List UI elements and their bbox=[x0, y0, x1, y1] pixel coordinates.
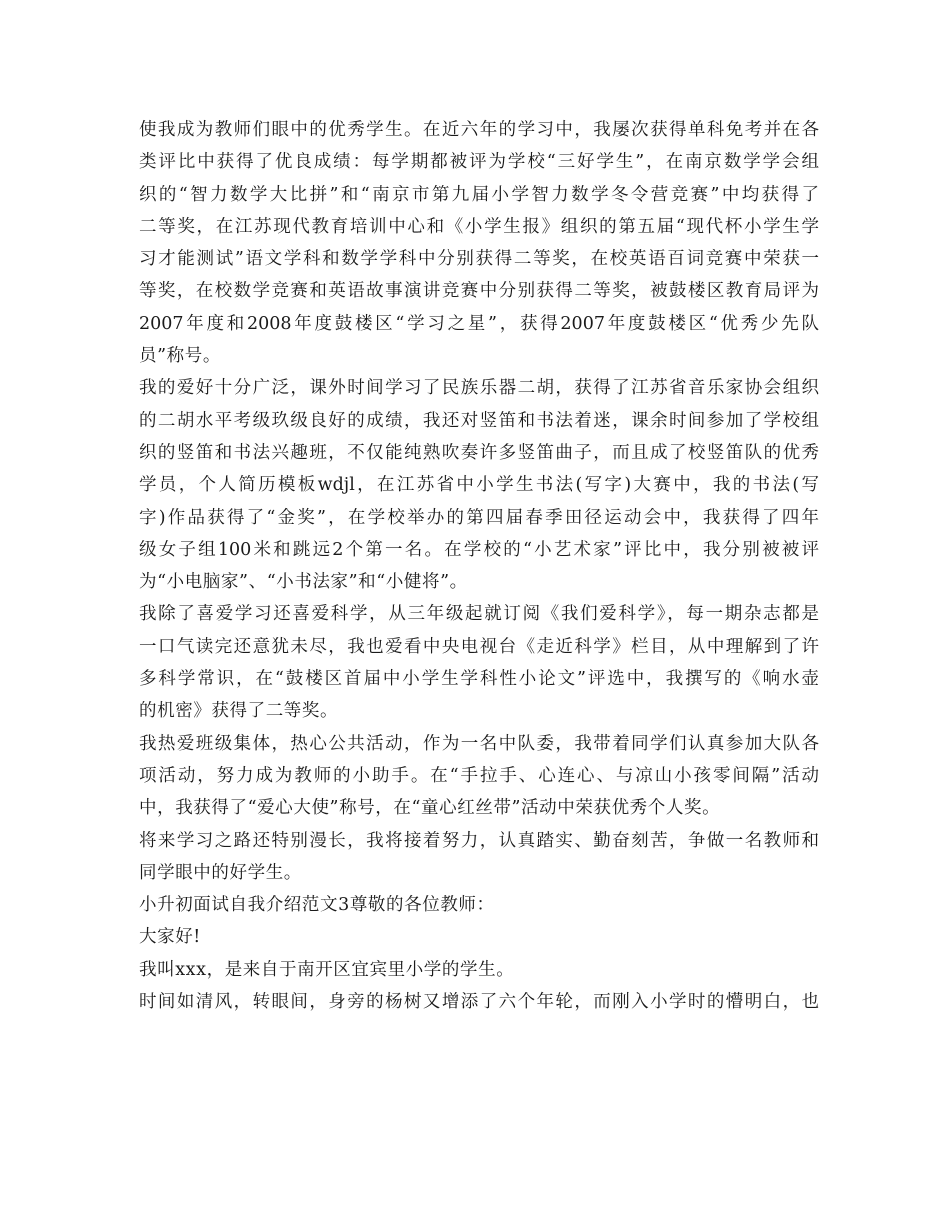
text-line: 一口气读完还意犹未尽，我也爱看中央电视台《走近科学》栏目，从中理解到了许 bbox=[139, 636, 819, 657]
text-line: 2007年度和2008年度鼓楼区“学习之星”，获得2007年度鼓楼区“优秀少先队 bbox=[139, 313, 819, 334]
text-line: 织的“智力数学大比拼”和“南京市第九届小学智力数学冬令营竞赛”中均获得了 bbox=[139, 184, 819, 205]
text-line: 我叫xxx，是来自于南开区宜宾里小学的学生。 bbox=[139, 959, 515, 980]
text-line: 习才能测试”语文学科和数学学科中分别获得二等奖，在校英语百词竞赛中荣获一 bbox=[139, 249, 819, 270]
text-line: 同学眼中的好学生。 bbox=[139, 862, 302, 883]
text-line: 我除了喜爱学习还喜爱科学，从三年级起就订阅《我们爱科学》，每一期杂志都是 bbox=[139, 604, 819, 625]
text-line: 学员，个人简历模板wdjl，在江苏省中小学生书法(写字)大赛中，我的书法(写 bbox=[139, 475, 819, 496]
text-line: 员”称号。 bbox=[139, 346, 221, 367]
text-line: 大家好! bbox=[139, 927, 201, 948]
text-line: 类评比中获得了优良成绩：每学期都被评为学校“三好学生”，在南京数学学会组 bbox=[139, 152, 819, 173]
text-line: 小升初面试自我介绍范文3尊敬的各位教师： bbox=[139, 895, 495, 916]
document-body bbox=[139, 114, 819, 1018]
text-line: 我的爱好十分广泛，课外时间学习了民族乐器二胡，获得了江苏省音乐家协会组织 bbox=[139, 378, 819, 399]
text-line: 字)作品获得了“金奖”，在学校举办的第四届春季田径运动会中，我获得了四年 bbox=[139, 507, 819, 528]
text-line: 使我成为教师们眼中的优秀学生。在近六年的学习中，我屡次获得单科免考并在各 bbox=[139, 120, 819, 140]
text-line: 项活动，努力成为教师的小助手。在“手拉手、心连心、与凉山小孩零间隔”活动 bbox=[139, 765, 819, 786]
text-line: 织的竖笛和书法兴趣班，不仅能纯熟吹奏许多竖笛曲子，而且成了校竖笛队的优秀 bbox=[139, 442, 819, 463]
text-line: 等奖，在校数学竞赛和英语故事演讲竞赛中分别获得二等奖，被鼓楼区教育局评为 bbox=[139, 281, 819, 302]
text-line: 时间如清风，转眼间，身旁的杨树又增添了六个年轮，而刚入小学时的懵明白，也 bbox=[139, 992, 819, 1013]
text-line: 将来学习之路还特别漫长，我将接着努力，认真踏实、勤奋刻苦，争做一名教师和 bbox=[139, 830, 819, 851]
text-line: 中，我获得了“爱心大使”称号，在“童心红丝带”活动中荣获优秀个人奖。 bbox=[139, 798, 721, 819]
text-line: 的二胡水平考级玖级良好的成绩，我还对竖笛和书法着迷，课余时间参加了学校组 bbox=[139, 410, 819, 431]
text-line: 为“小电脑家”、“小书法家”和“小健将”。 bbox=[139, 572, 468, 593]
text-line: 级女子组100米和跳远2个第一名。在学校的“小艺术家”评比中，我分别被被评 bbox=[139, 539, 819, 560]
text-line: 多科学常识，在“鼓楼区首届中小学生学科性小论文”评选中，我撰写的《响水壶 bbox=[139, 669, 819, 690]
text-line: 的机密》获得了二等奖。 bbox=[139, 701, 339, 722]
text-line: 二等奖，在江苏现代教育培训中心和《小学生报》组织的第五届“现代杯小学生学 bbox=[139, 216, 819, 237]
text-line: 我热爱班级集体，热心公共活动，作为一名中队委，我带着同学们认真参加大队各 bbox=[139, 733, 819, 754]
